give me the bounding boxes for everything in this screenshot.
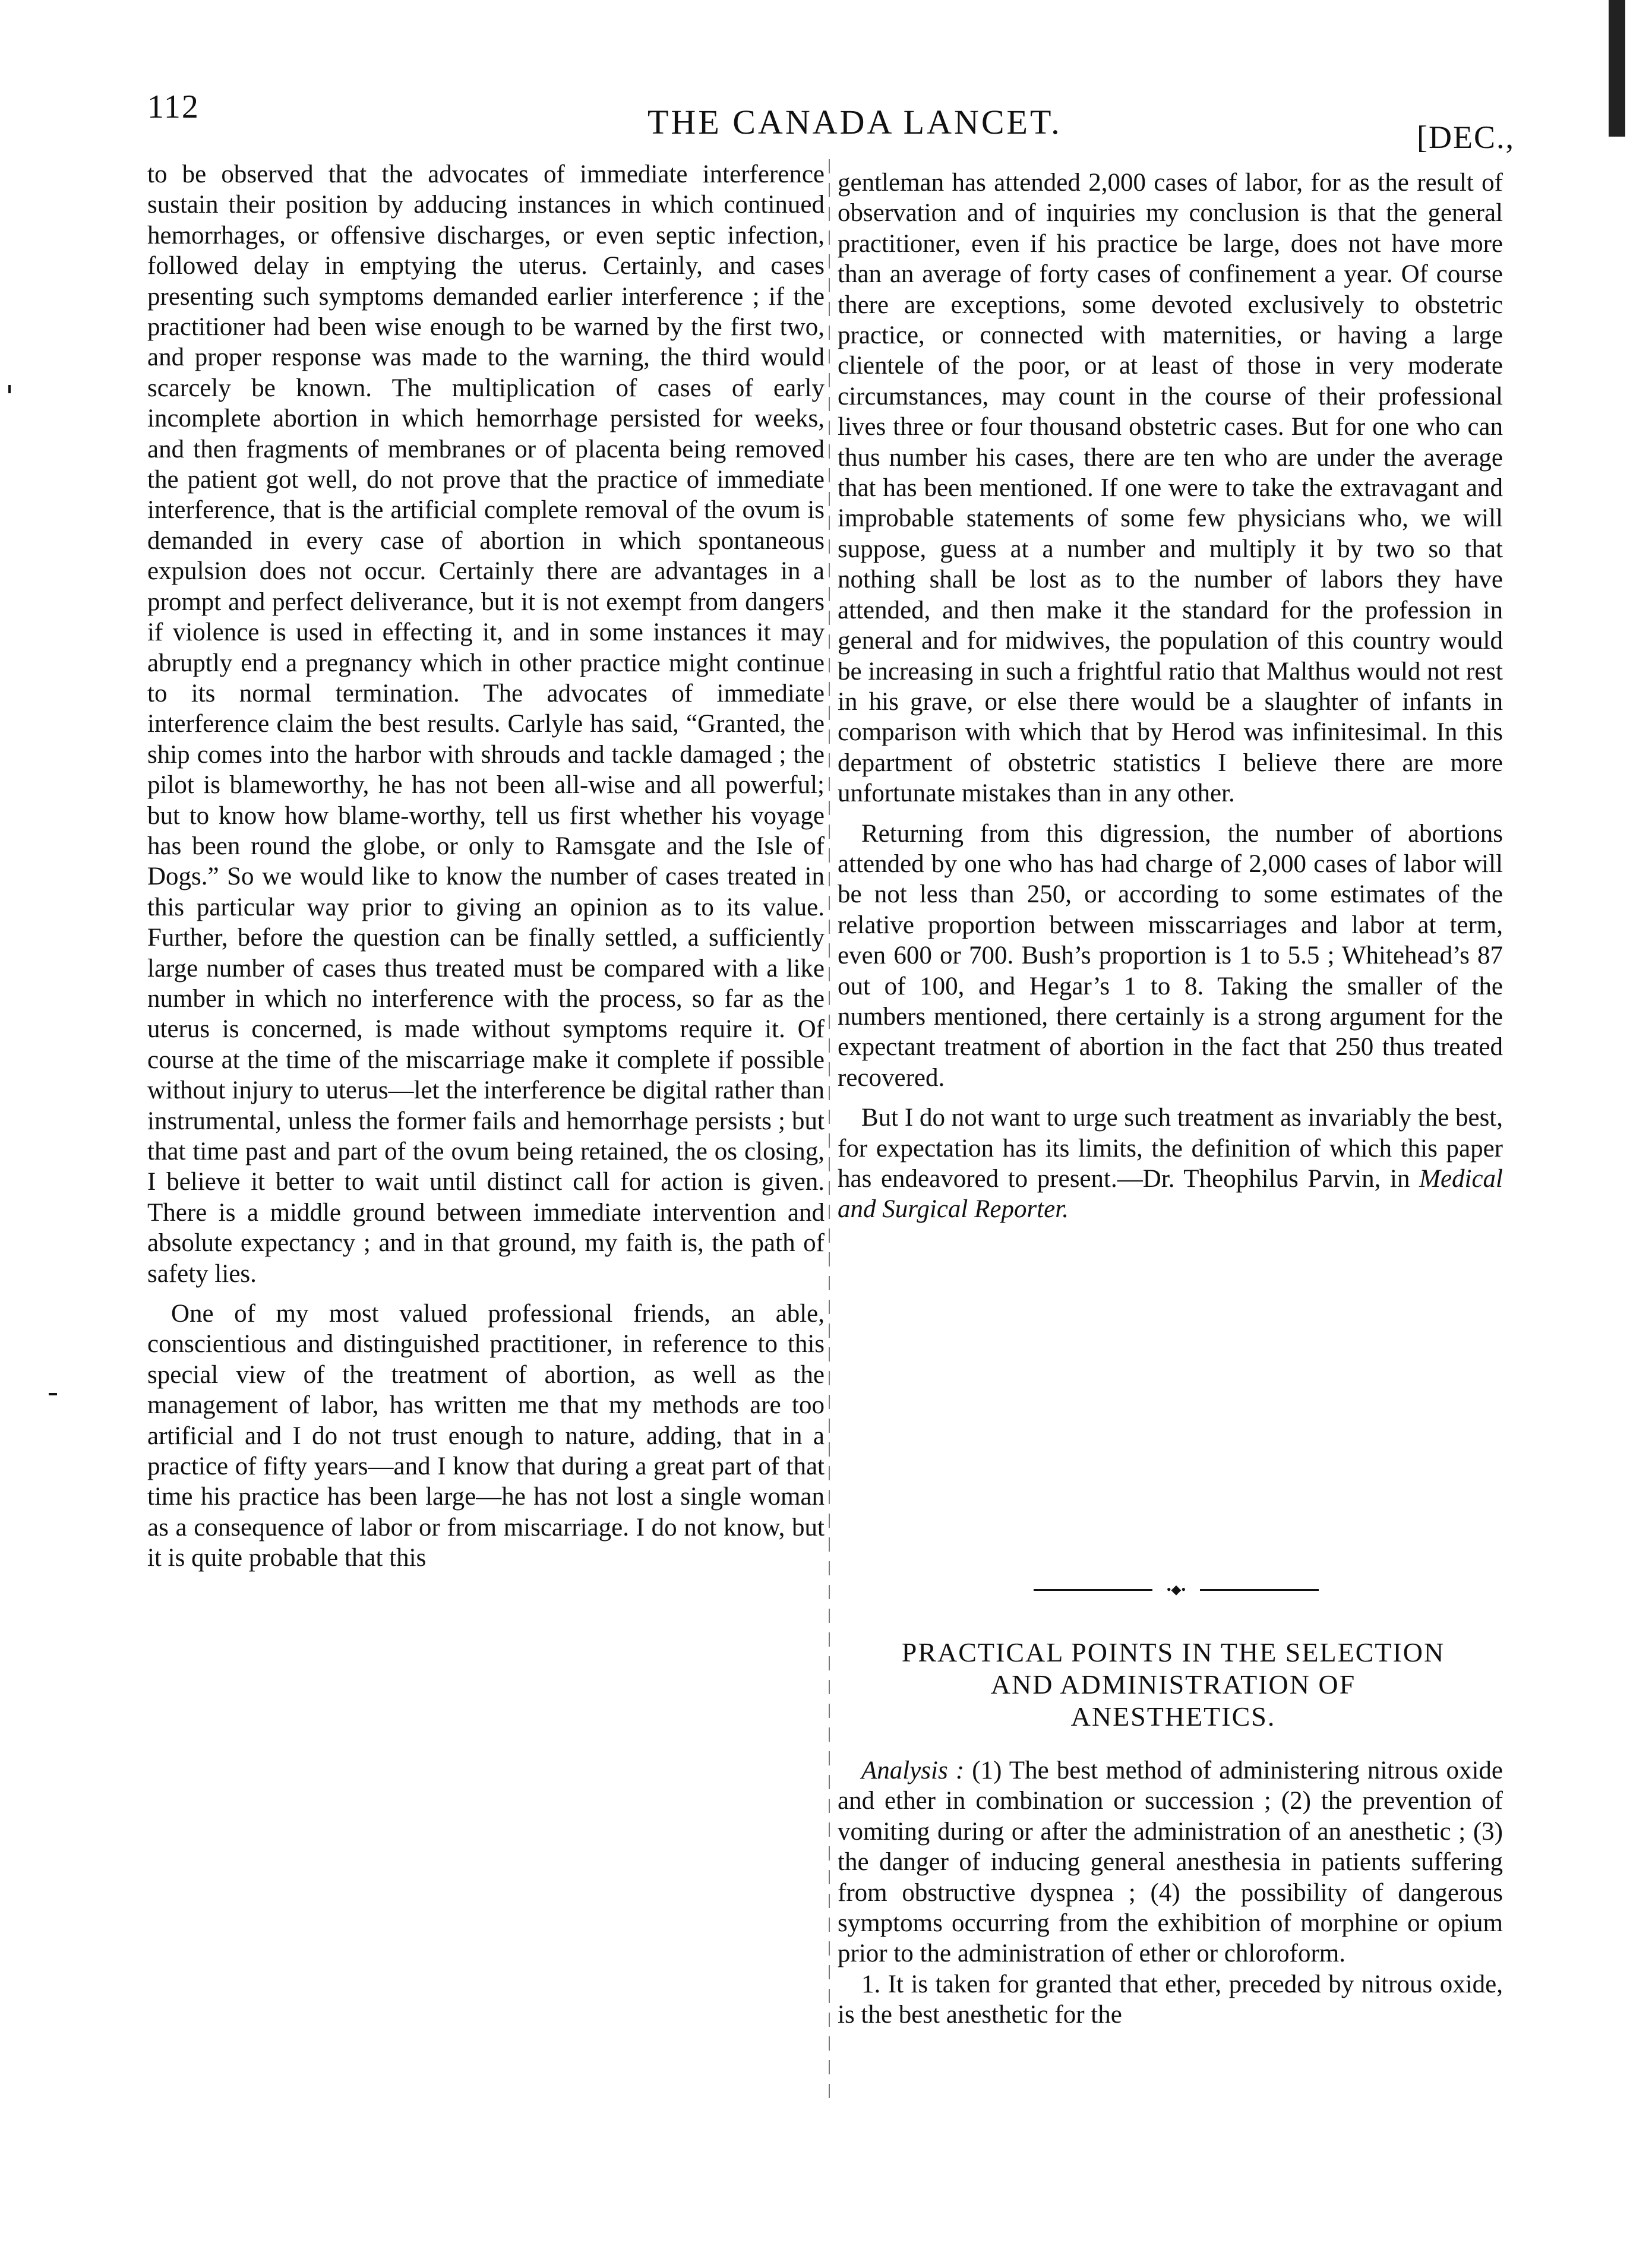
page-number: 112 xyxy=(147,89,200,125)
section-divider-ornament xyxy=(1034,1583,1319,1596)
article-heading xyxy=(832,1637,1515,1733)
right-paragraph-digression: Returning from this digression, the number of abortions attended by one who has had charge of 2,000 cases of labor will be not less than 250, or according to some estimates of the relative proportion between misscarriages and labor at term, even 600 or 700. Bush’s proportion is 1 to 5.5 ; Whitehead’s 87 out of 100, and Hegar’s 1 to 8. Taking the smaller of the numbers mentioned, there certainly is a strong argument for the expectant treatment of abortion in the fact that 250 thus treated recovered. xyxy=(838,819,1503,1092)
journal-title: THE CANADA LANCET. xyxy=(647,103,1062,141)
issue-date: [DEC., xyxy=(1417,119,1515,155)
heading-line-2: AND ADMINISTRATION OF xyxy=(990,1669,1356,1700)
analysis-paragraph xyxy=(838,1755,1503,1969)
citation-source: Medical and Surgical Reporter. xyxy=(838,1165,1503,1224)
ornament-center-icon: •◆• xyxy=(1166,1582,1186,1597)
right-paragraph-continued: gentleman has attended 2,000 cases of labor, for as the result of observation and of inquiries my conclusion is that the general practitioner, even if his practice be large, does not have more than an average of forty cases of confinement a year. Of course there are exceptions, some devoted exclusively to obstetric practice, or connected with maternities, or having a large clientele of the poor, or at least of those in very moderate circumstances, may count in the course of their professional lives three or four thousand obstetric cases. But for one who can thus number his cases, there are ten who are under the average that has been mentioned. If one were to take the extravagant and improbable statements of some few physicians who, we will suppose, guess at a number and multiply it by two so that nothing shall be lost as to the number of labors they have attended, and then make it the standard for the profession in general and for midwives, the population of this country would be increasing in such a frightful ratio that Malthus would not rest in his grave, or else there would be a slaughter of infants in comparison with which that by Herod was infinitesimal. In this department of obstetric statistics I believe there are more unfortunate mistakes than in any other. xyxy=(838,169,1503,808)
scan-edge-shadow xyxy=(1609,0,1625,137)
heading-line-3: ANESTHETICS. xyxy=(1070,1701,1276,1732)
left-paragraph-continued: to be observed that the advocates of immediate interference sustain their position by adducing instances in which continued hemorrhages, or offensive discharges, or even septic infection, followed delay in emptying the uterus. Certainly, and cases presenting such symptoms demanded earlier interference ; if the practitioner had been wise enough to be warned by the first two, and proper response was made to the warning, the third would scarcely be known. The multiplication of cases of early incomplete abortion in which hemorrhage persisted for weeks, and then fragments of membranes or of placenta being removed the patient got well, do not prove that the practice of immediate interference, that is the artificial complete removal of the ovum is demanded in every case of abortion in which spontaneous expulsion does not occur. Certainly there are advantages in a prompt and perfect deliverance, but it is not exempt from dangers if violence is used in effecting it, and in some instances it may abruptly end a pregnancy which in other practice might continue to its normal termination. The advocates of immediate interference claim the best results. Carlyle has said, “Granted, the ship comes into the harbor with shrouds and tackle damaged ; the pilot is blameworthy, he has not been all-wise and all powerful; but to know how blame-worthy, tell us first whether his voyage has been round the globe, or only to Ramsgate and the Isle of Dogs.” So we would like to know the number of cases treated in this particular way prior to giving an opinion as to its value. Further, before the question can be finally settled, a sufficiently large number of cases thus treated must be compared with a like number in which no interference with the process, so far as the uterus is concerned, is made without symptoms require it. Of course at the time of the miscarriage make it complete if possible without injury to uterus—let the interference be digital rather than instrumental, unless the former fails and hemorrhage persists ; but that time past and part of the ovum being retained, the os closing, I believe it better to wait until distinct call for action is given. There is a middle ground between immediate intervention and absolute expectancy ; and in that ground, my faith is, the path of safety lies. xyxy=(147,160,825,1288)
ornament-rule-right xyxy=(1200,1589,1319,1591)
margin-speck xyxy=(49,1393,57,1395)
analysis-text: (1) The best method of administering nitrous oxide and ether in combination or succession ; (2) the prevention of vomiting during or after the administration of an anesthetic ; (3) the danger of inducing general anesthesia in patients suffering from obstructive dyspnea ; (4) the possibility of dangerous symptoms occurring from the exhibition of morphine or opium prior to the administration of ether or chloroform. xyxy=(838,1757,1503,1968)
right-column xyxy=(838,168,1503,1225)
right-paragraph-conclusion xyxy=(838,1103,1503,1225)
article-body xyxy=(838,1755,1503,2030)
margin-speck xyxy=(8,385,11,393)
column-divider xyxy=(829,159,830,2102)
heading-line-1: PRACTICAL POINTS IN THE SELECTION xyxy=(901,1637,1445,1667)
conclusion-text: But I do not want to urge such treatment as invariably the best, for expectation has its limits, the definition of which this paper has endeavored to present.—Dr. Theophilus Parvin, in xyxy=(838,1104,1503,1193)
left-column xyxy=(147,159,825,1574)
point-one-paragraph: 1. It is taken for granted that ether, preceded by nitrous oxide, is the best anesthetic for the xyxy=(838,1970,1503,2029)
ornament-rule-left xyxy=(1034,1589,1152,1591)
left-paragraph-friend: One of my most valued professional friends, an able, conscientious and distinguished practitioner, in reference to this special view of the treatment of abortion, as well as the management of labor, has written me that my methods are too artificial and I do not trust enough to nature, adding, that in a practice of fifty years—and I know that during a great part of that time his practice has been large—he has not lost a single woman as a consequence of labor or from miscarriage. I do not know, but it is quite probable that this xyxy=(147,1300,825,1572)
analysis-label: Analysis : xyxy=(861,1757,965,1784)
